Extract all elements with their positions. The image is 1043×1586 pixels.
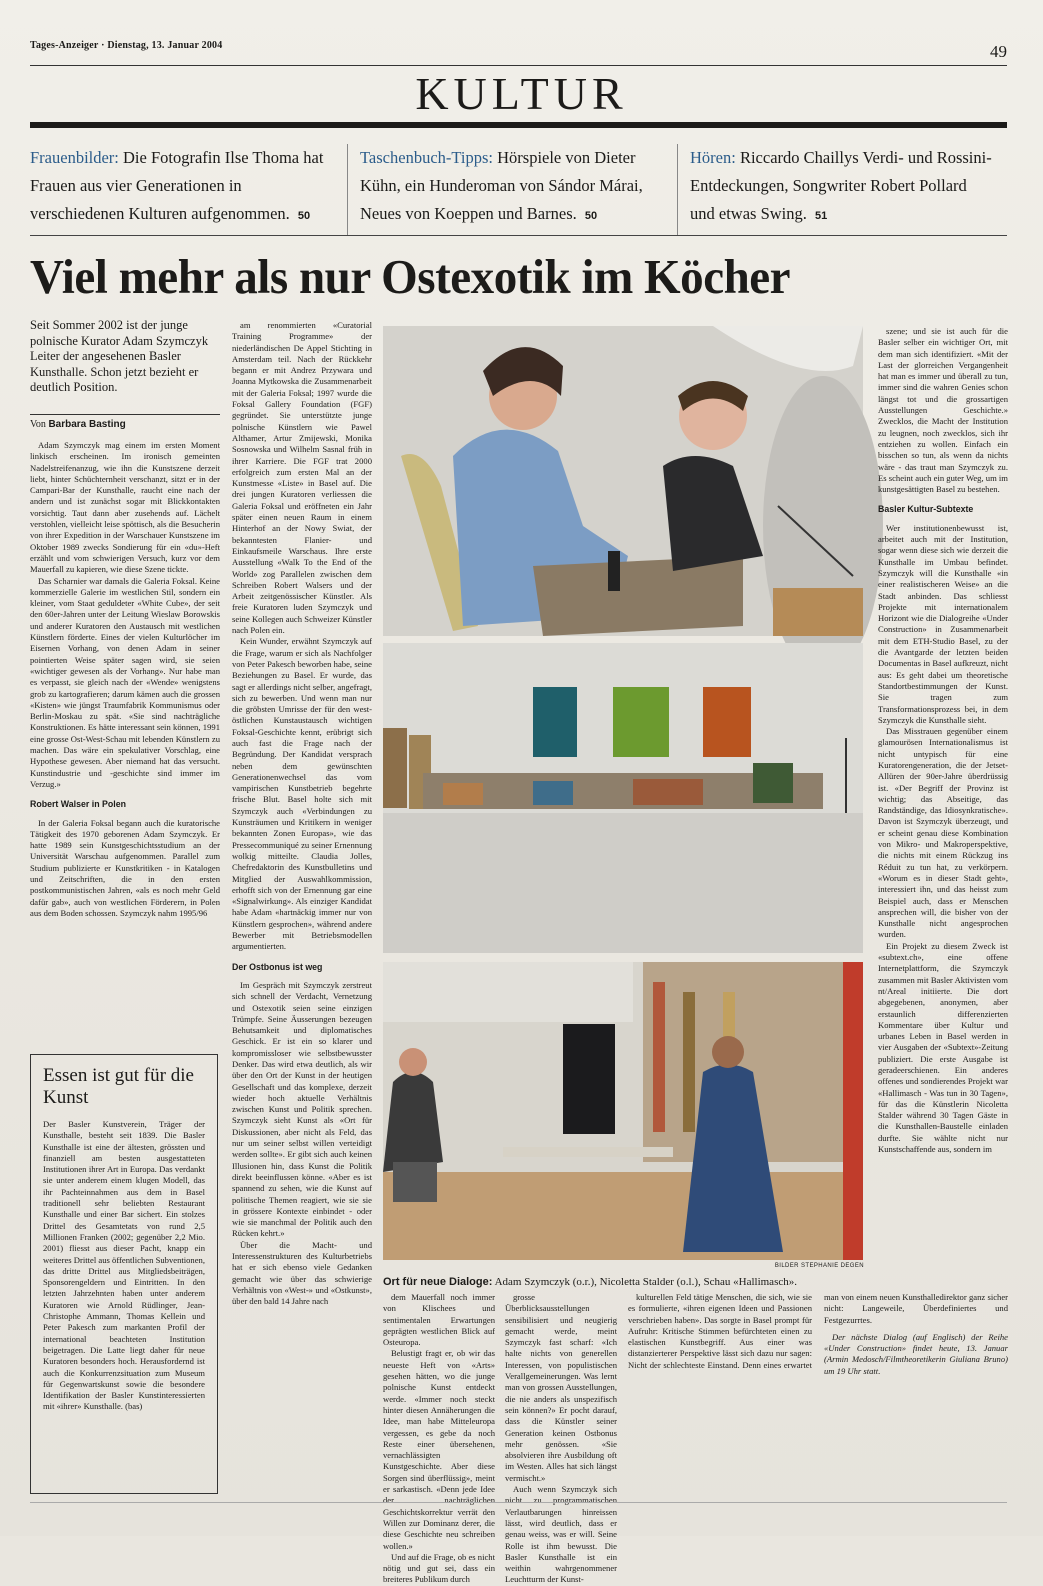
paragraph: kulturellen Feld tätige Menschen, die sich, wie sie es formulierte, «ihren eigenen Ideen und Passionen verschrieben haben». Das sorgte in Basel prompt für Aufruhr: Kritische Stimmen befürchteten einen zu elastischen Kunstbegriff. Aus einer was distanzierterer Perspektive lässt sich dazu nur sagen: Nicht der schlechteste Einstand. Denn eines erwartet man von einem neuen Kunsthalledirektor ganz sicher nicht: Langeweile, Überdefiniertes und Festgezurrtes. (628, 1292, 1008, 1370)
teaser-page-ref: 50 (584, 210, 598, 222)
subheading: Robert Walser in Polen (30, 799, 126, 810)
photo-credit: BILDER STEPHANIE DEGEN (774, 1263, 864, 1269)
paragraph: In der Galeria Foksal begann auch die kuratorische Tätigkeit des 1970 geborenen Adam Szymczyk. Er hatte 1989 sein Kunstgeschichtsstudium an der Universität Warschau aufgenommen. Parallel zum Studium publizierte er Kunstkritiken - in Katalogen und Zeitschriften, die in den ersten postkommunistischen Jahren, «als es noch mehr Geld dafür gab», auch von westlichen Förderern, in Polen aus dem Boden schossen. Szymczyk nahm 1995/96 (30, 817, 220, 918)
teaser-frauenbilder[interactable] (30, 144, 347, 235)
paragraph: Wer institutionenbewusst ist, arbeitet auch mit der Institution, sogar wenn diese sich wie derzeit die Kunsthalle im Umbau befindet. Szymczyk will die Kunsthalle «in einer realistischeren Weise» an die Stadt anbinden. Das schliesst Projekte mit internationalem Horizont wie die Dialogreihe «Under Construction» in Zusammenarbeit mit dem ETH-Studio Basel, zu der die Avantgarde der letzten beiden Documentas in Basel aufkreuzt, nicht aus: Es geht dabei um theoretische Standortbestimmungen der Kunst. Sie tragen zum Transformationsprozess bei, in dem Szymczyk die Kunsthalle sieht. (878, 522, 1008, 725)
teaser-page-ref: 51 (815, 210, 828, 222)
article-column-1 (30, 440, 220, 1048)
article-lead: Seit Sommer 2002 ist der junge polnische Kurator Adam Szymczyk Leiter der angesehenen Basler Kunsthalle. Schon jetzt bezieht er deutlich Position. (30, 318, 209, 394)
teaser-row (30, 144, 1007, 236)
paragraph: Adam Szymczyk mag einem im ersten Moment linkisch erscheinen. Im ironisch gemeinten Nadelstreifenanzug, wie ihn die Kunstszene derzeit liebt, hinter Schüchternheit verschanzt, sitzt er in der Campari-Bar der Kunsthalle, raucht eine nach der andern und ist zunächst sogar mit Blickkontakten vorsichtig. Taut dann aber zusehends auf. Lächelt verstohlen, vielleicht leise spöttisch, als die Besucherin von ihrer Expedition in der Warschauer Kunstszene im Oktober 1989 zwecks Sondierung für ein «du»-Heft erzählt und vom schwierigen Versuch, kurz vor dem Mauerfall zu kapieren, wie diese Szene tickte. (30, 440, 220, 575)
top-rule (30, 65, 1007, 66)
section-title: KULTUR (415, 68, 628, 119)
photo-caption (383, 1276, 863, 1288)
paragraph: grosse Überblicksausstellungen sensibilisiert und neugierig gemacht werde, meint Szymczyk fast scharf: «Ich halte nichts von generellen Interessen, von populistischen Verallgemeinerungen. Was lernt man von grossen Ausstellungen, die nie anders als unspezifisch sein können?» Er pocht darauf, dass die Künstler seiner Generation keinen Ostbonus mehr genössen. «Sie absolvieren ihre Ausbildung oft im Westen. Alles hat sich längst vermischt.» (505, 1292, 617, 1483)
paragraph: Im Gespräch mit Szymczyk zerstreut sich schnell der Verdacht, Vernetzung und Ostexotik seien seine einzigen Trümpfe. Seine Äusserungen bezeugen Behutsamkeit und diplomatisches Geschick. Er ist ein so klarer und kompromissloser wie selbstbewusster Denker. Das wird etwa deutlich, als wir über den Ort der Kunst in der heutigen Gesellschaft und das komplexe, derzeit wieder hoch aktuelle Verhältnis zwischen Kunst und Politik sprechen. Szymczyk sieht Kunst als «Ort für Diskussionen, aber nicht als Feld, das nur um seiner selbst willen verteidigt werden sollte». Er gibt sich auch keinen Illusionen hin, dass Kunst die Politik direkt beeinflussen könne. «Aber es ist spannend zu sehen, wie die Kunst auf politische Themen reagiert, wie sie sie in grössere Kontexte einbindet - oder wie sie manchmal der Politik auch den Rücken kehrt.» (232, 979, 372, 1239)
issue-date: Dienstag, 13. Januar 2004 (107, 40, 223, 51)
photo-drawing (383, 326, 863, 636)
photo-kunsthalle-interior (383, 643, 863, 953)
paragraph: Belustigt fragt er, ob wir das neueste Heft von «Arts» gesehen hätten, wo die junge polnische Kunst entdeckt werde. «Immer noch steckt hinter diesen Annäherungen die Idee, man habe Mitteleuropa vergessen, es gebe da noch Reste einer übersehenen, vernachlässigten Kunstgeschichte. Aber diese Sorgen sind überflüssig», meint er sarkastisch. «Denn jede Idee der nachträglichen Geschichtskorrektur verrät den Willen zur Dominanz derer, die diese Geschichte neu schreiben wollen.» (383, 1348, 495, 1551)
teaser-text: Hörspiele von Dieter Kühn, ein Hunderoman von Sándor Márai, Neues von Koeppen und Barnes. (360, 148, 643, 223)
section-rule (30, 122, 1007, 128)
page-number: 49 (990, 42, 1007, 61)
article-column-3 (383, 1292, 495, 1585)
paragraph: Kein Wunder, erwähnt Szymczyk auf die Frage, warum er sich als Nachfolger von Peter Pakesch beworben habe, seine Beziehungen zu Basel. Er wurde, das sagt er allerdings nicht selber, angefragt, sich zu bewerben. Und wenn man nur die gröbsten Umrisse der für den west-östlichen Kunstaustausch wichtigen Foksal-Geschichte kennt, erübrigt sich auch fast die Frage nach der Begründung. Der Kandidat versprach neben dem gewünschten Generationenwechsel das vom vampirischen Kunstbetrieb begehrte frische Blut. Basel holte sich mit Szymczyk auch «Verbindungen zu Kunsträumen und Kritikern in weniger bekannten Zonen Europas», wie das Pressecommuniqué zu seiner Ernennung wolkig mitteilte. Claudia Jolles, Chefredaktorin des Kunstbulletins und Mitglied der Auswahlkommission, erhofft sich von der Ernennung gar eine «Signalwirkung». Als einziger Kandidat habe Adam «hartnäckig immer nur von Künstlern gesprochen», während andere Bewerber mit Betriebsmodellen argumentierten. (232, 636, 372, 952)
byline-prefix: Von (30, 419, 46, 430)
teaser-hoeren[interactable] (677, 144, 1007, 235)
teaser-kicker: Hören: (690, 148, 736, 167)
teaser-text: Riccardo Chaillys Verdi- und Rossini-Entdeckungen, Songwriter Robert Pollard und etwas Swing. (690, 148, 992, 223)
paragraph: Und auf die Frage, ob es nicht nötig und gut sei, dass ein breiteres Publikum durch (383, 1551, 495, 1585)
teaser-page-ref: 50 (297, 210, 311, 222)
subheading: Der Ostbonus ist weg (232, 961, 323, 972)
article-column-4 (505, 1292, 617, 1585)
article-headline: Viel mehr als nur Ostexotik im Köcher (30, 249, 791, 304)
article-column-2 (232, 320, 372, 1500)
paragraph: Auch wenn Szymczyk sich nicht zu programmatischen Verlautbarungen hinreissen lässt, wird deutlich, dass er genau weiss, was er will. Seine Rolle ist ihm bewusst. Die Basler Kunsthalle ist ein weithin wahrgenommener Leuchtturm der Kunst- (505, 1484, 617, 1585)
paragraph: dem Mauerfall noch immer von Klischees und sentimentalen Erwartungen geprägten westlichen Blick auf Osteuropa. (383, 1292, 495, 1348)
photo-nicoletta-stalder-adam-szymczyk (383, 326, 863, 636)
masthead-line: Tages-Anzeiger · Dienstag, 13. Januar 2004 (30, 40, 223, 51)
teaser-text: Die Fotografin Ilse Thoma hat Frauen aus vier Generationen in verschiedenen Kulturen aufgenommen. (30, 148, 324, 223)
caption-text: Adam Szymczyk (o.r.), Nicoletta Stalder (o.l.), Schau «Hallimasch». (494, 1276, 797, 1288)
paragraph: szene; und sie ist auch für die Basler selber ein wichtiger Ort, mit dem man sich identifiziert. «Mit der Last der glorreichen Vergangenheit hat man es immer und überall zu tun, immer sind die wahren Genies schon längst tot und die grossartigen Ausstellungen Geschichte.» Zwecklos, die Macht der Institution zu leugnen, noch zwecklos, sich ihr entziehen zu wollen. Einfach ein bisschen so tun, als wenn da nichts wäre - das traut man Szymczyk zu. Es scheint auch ein guter Weg, um im kunstgesättigten Basel zu bestehen. (878, 326, 1008, 495)
sidebar-box-text: Der Basler Kunstverein, Träger der Kunsthalle, besteht seit 1839. Die Basler Kunsthalle ist eine der ältesten, grössten und finanziell am besten ausgestatteten Institutionen ihrer Art in Europa. Das verdankt sie unter anderem einem klugen Modell, das ihr Pachteinnahmen aus dem in Basel traditionell sehr beliebten Restaurant Kunsthalle und einer Bar sichert. Ein stolzes Drittel des Gesamtetats von rund 2,5 Millionen Franken (2002; gegenüber 2,2 Mio. 2001) fliesst aus dieser Pacht, knapp ein weiteres Drittel aus öffentlichen Subventionen, das dritte Drittel aus Mitgliedsbeiträgen, Sponsorengeldern und Eintritten. In den letzten Jahrzehnten haben unter anderem Kuratoren wie Arnold Rüdlinger, Jean-Christophe Ammann, Thomas Kellein und Peter Pakesch zum markanten Profil der international beachteten Institution beigetragen. Die Latte liegt daher für neue Kuratoren besonders hoch. Herausfordernd ist auch die Konkurrenzsituation zum Museum für Gegenwartskunst sowie die besondere Identifikation der Basler Kunstinteressierten mit «ihrer» Kunsthalle. (bas) (43, 1119, 205, 1412)
paragraph: Ein Projekt zu diesem Zweck ist «subtext.ch», eine offene Internetplattform, die Szymczyk zusammen mit Basler Aktivisten vom nt/Areal initiierte. Die dort abgegebenen, anonymen, aber erstaunlich differenzierten Kommentare über Kultur und urbanes Leben in Basel werden in vier Ausgaben der «Subtext»-Zeitung publiziert. Die erste Ausgabe ist geradeerschienen. Ein anderes offenes und sondierendes Projekt war «Hallimasch - Was tun in 30 Tagen», für das die Künstlerin Nicoletta Stalder während 30 Tagen Gäste in die Kunsthallen-Baustelle einladen durfte. Sie wählte nicht nur Kunstschaffende aus, sondern im (878, 940, 1008, 1155)
photo-hallimasch (383, 962, 863, 1260)
paper-name: Tages-Anzeiger (30, 40, 99, 51)
teaser-kicker: Taschenbuch-Tipps: (360, 148, 493, 167)
photo-drawing (383, 643, 863, 953)
sidebar-box (30, 1054, 218, 1494)
article-column-5 (878, 326, 1008, 1298)
photo-drawing (383, 962, 863, 1260)
caption-kicker: Ort für neue Dialoge: (383, 1276, 493, 1288)
paragraph: Über die Macht- und Interessenstrukturen des Kulturbetriebs hat er sich ebenso viele Gedanken gemacht wie über das schwierige Verhältnis von «West-» und «Ostkunst», über den bald 14 Jahre nach (232, 1239, 372, 1307)
subheading: Basler Kultur-Subtexte (878, 504, 974, 515)
paragraph: Das Scharnier war damals die Galeria Foksal. Keine kommerzielle Galerie im westlichen Stil, sondern ein kleiner, vom Staat geduldeter «White Cube», der seit den 60er-Jahren unter der Leitung Wieslaw Borowskis und anderer Kuratoren den Austausch mit westlichen Künstlern förderte. Eines der vielen Kulturlöcher im Eisernen Vorhang, von denen Adam in seiner pointierten Weise später sagen wird, sie seien «wichtiger gewesen als der Vorhang». Nur habe man es verpasst, sie gleich nach der «Wende» wenigstens grob zu kartografieren; darum kämen auch die grossen «Kisten» wie jüngst Traumfabrik Kommunismus oder Berlin-Moskau zu spät. «Sie sind nachträgliche Konstruktionen. Es hätte interessant sein können, 1991 eine grosse Ost-West-Schau mit lebenden Künstlern zu machen. Das wäre ein spekulativer Vorschlag, eine Hypothese gewesen. Aber niemand hat das versucht. Kunstindustrie und -geschichte sind immer im Verzug.» (30, 575, 220, 789)
byline-author: Barbara Basting (48, 419, 126, 430)
paragraph: am renommierten «Curatorial Training Programme» der niederländischen De Appel Stichting in Amsterdam teil. Nach der Rückkehr begann er mit Andrez Przywara und Joanna Mytkowska die Zusammenarbeit mit der Galeria Foksal; 1997 wurde die Foksal Gallery Foundation (FGF) gegründet. Sie unterstützte junge polnische Künstlern wie Pawel Althamer, Artur Zmijewski, Monika Sosnowska und Wilhelm Sasnal früh in ihrer Karriere. Die FGF trat 2000 erfolgreich zum ersten Mal an der Kunstmesse «Liste» in Basel auf. Die drei jungen Kuratoren verliessen die Galeria Foksal und eröffneten ein Jahr später einen neuen Raum in einem Hinterhof an der Nowy Swiat, der bekanntesten Flanier- und Einkaufsmeile Warschaus. Ihre erste Ausstellung «Walk To the End of the World» zog Parallelen zwischen dem Schreiben Robert Walsers und der Arbeit zeitgenössischer Künstler. Als freie Kuratoren luden Szymczyk und seine Kollegen auch Schweizer Künstler nach Polen ein. (232, 320, 372, 636)
paragraph: Das Misstrauen gegenüber einem glamourösen Internationalismus ist nicht untypisch für eine Kuratorengeneration, die der Jetset-Allüren der 90er-Jahre überdrüssig ist. «Der Begriff der Provinz ist wichtig; das Abseitige, das Randständige, das Idiosynkratische». Davon ist Szymczyk überzeugt, und er scheint genau diese Kombination von Mikro- und Makroperspektive, die nichts mit einem Rückzug ins Réduit zu tun hat, zu verkörpern. «Worum es in dieser Stadt geht», interessiert ihn, und das heisst zum Beispiel auch, dass er Menschen ansprechen will, die bisher von der Kunsthalle nicht angesprochen wurden. (878, 726, 1008, 940)
teaser-kicker: Frauenbilder: (30, 148, 119, 167)
byline (30, 414, 220, 430)
sidebar-box-title: Essen ist gut für die Kunst (43, 1065, 194, 1108)
teaser-taschenbuch[interactable] (347, 144, 677, 235)
event-note: Der nächste Dialog (auf Englisch) der Reihe «Under Construction» findet heute, 13. Januar (Armin Medosch/Filmtheoretikerin Giuliana Bruno) um 19 Uhr statt. (824, 1331, 1008, 1376)
article-column-6 (628, 1292, 1008, 1498)
footer-rule (30, 1502, 1007, 1503)
